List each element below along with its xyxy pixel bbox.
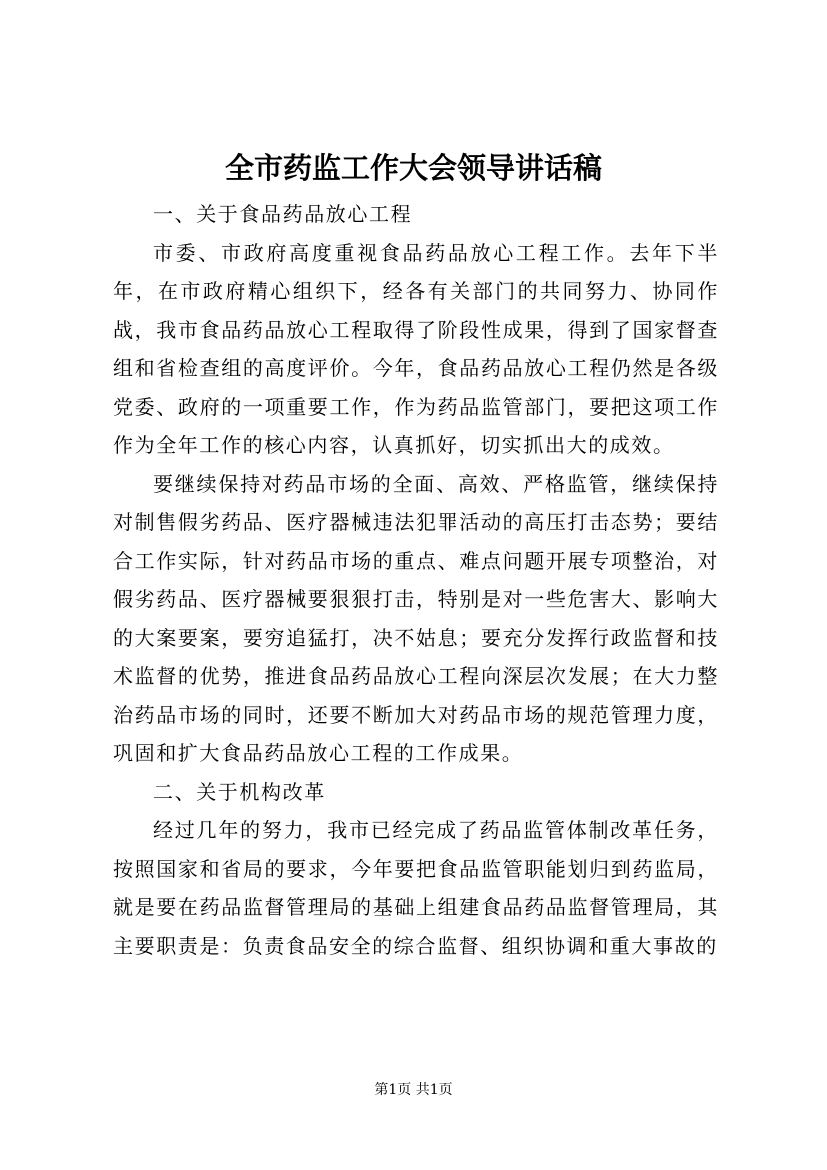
document-body [113,195,719,965]
document-title: 全市药监工作大会领导讲话稿 [224,151,602,185]
section-heading-1: 一、关于食品药品放心工程 [153,202,413,226]
page-number-footer: 第1页 共1页 [374,1082,453,1098]
section-heading-2: 二、关于机构改革 [153,779,326,804]
paragraph-3: 经过几年的努力，我市已经完成了药品监管体制改革任务，按照国家和省局的要求，今年要把食品监管职能划归到药监局，就是要在药品监督管理局的基础上组建食品药品监督管理局，其主要职责是：负责食品安全的综合监督、组织协调和重大事故的 [113,818,719,958]
paragraph-2: 要继续保持对药品市场的全面、高效、严格监管，继续保持对制售假劣药品、医疗器械违法犯罪活动的高压打击态势；要结合工作实际，针对药品市场的重点、难点问题开展专项整治，对假劣药品、医疗器械要狠狠打击，特别是对一些危害大、影响大的大案要案，要穷追猛打，决不姑息；要充分发挥行政监督和技术监督的优势，推进食品药品放心工程向深层次发展；在大力整治药品市场的同时，还要不断加大对药品市场的规范管理力度，巩固和扩大食品药品放心工程的工作成果。 [113,471,719,765]
paragraph-1: 市委、市政府高度重视食品药品放心工程工作。去年下半年，在市政府精心组织下，经各有关部门的共同努力、协同作战，我市食品药品放心工程取得了阶段性成果，得到了国家督查组和省检查组的高度评价。今年，食品药品放心工程仍然是各级党委、政府的一项重要工作，作为药品监管部门，要把这项工作作为全年工作的核心内容，认真抓好，切实抓出大的成效。 [113,240,719,457]
